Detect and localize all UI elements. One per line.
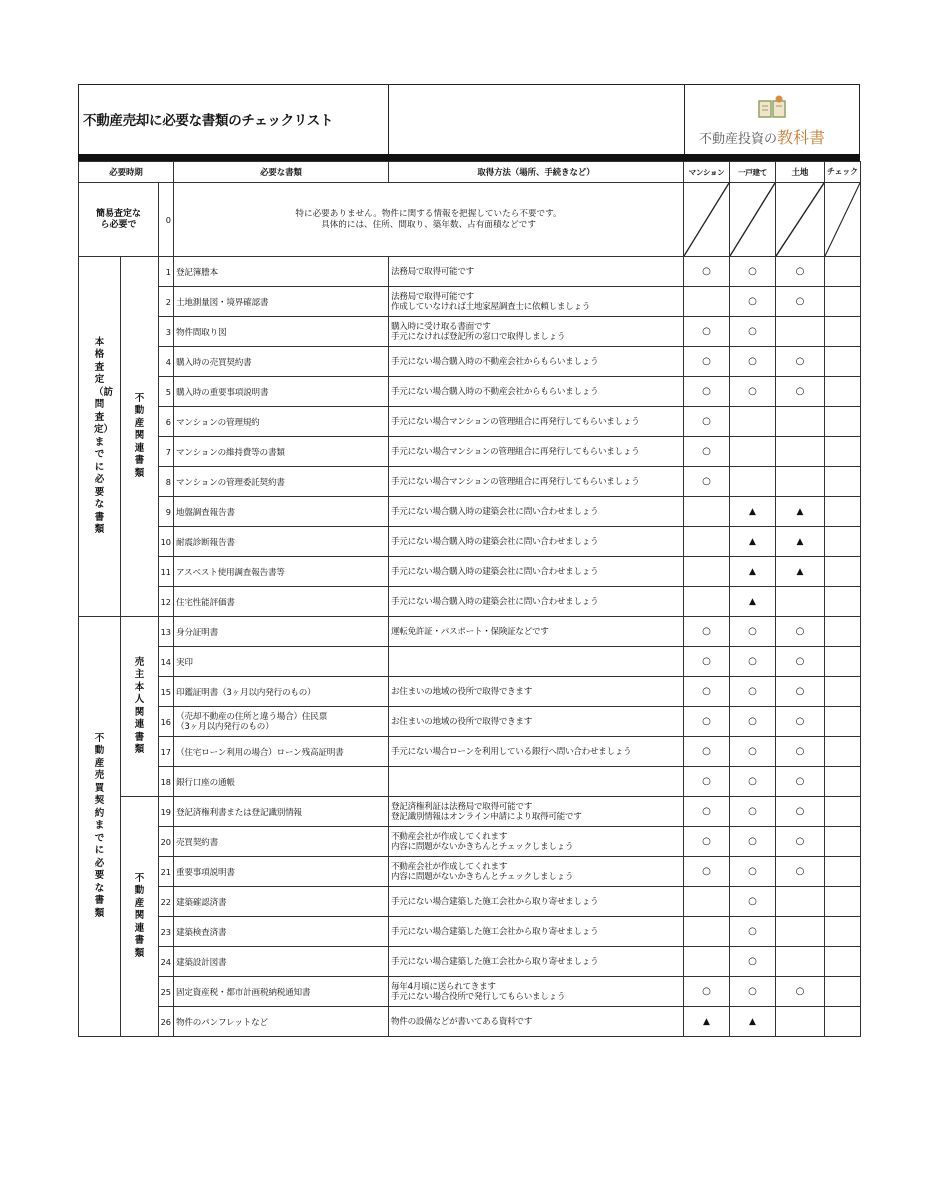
- mark-mansion: [684, 527, 730, 557]
- mark-land: ○: [776, 857, 825, 887]
- mark-land: [776, 887, 825, 917]
- check-box-cell[interactable]: [825, 737, 861, 767]
- intro-row: [79, 183, 861, 257]
- mark-land: ○: [776, 377, 825, 407]
- table-row: [79, 797, 861, 827]
- row-number: 3: [159, 317, 174, 347]
- mark-house: ▲: [730, 527, 776, 557]
- table-row: [79, 617, 861, 647]
- row-number: 14: [159, 647, 174, 677]
- document-name: 耐震診断報告書: [174, 527, 389, 557]
- row-number: 12: [159, 587, 174, 617]
- mark-mansion: ○: [684, 467, 730, 497]
- row-number: 20: [159, 827, 174, 857]
- table-row: [79, 857, 861, 887]
- row-number: 21: [159, 857, 174, 887]
- document-name: 実印: [174, 647, 389, 677]
- row-number: 15: [159, 677, 174, 707]
- mark-house: ○: [730, 377, 776, 407]
- mark-land: ○: [776, 737, 825, 767]
- mark-house: ▲: [730, 557, 776, 587]
- sheet-header: [78, 84, 860, 154]
- acquisition-method: お住まいの地域の役所で取得できます: [389, 707, 684, 737]
- acquisition-method: 手元にない場合ローンを利用している銀行へ問い合わせましょう: [389, 737, 684, 767]
- header-period: 必要時期: [79, 162, 174, 183]
- acquisition-method: [389, 647, 684, 677]
- header-doc: 必要な書類: [174, 162, 389, 183]
- table-row: [79, 1007, 861, 1037]
- group-label: 不動産売買契約までに必要な書類: [79, 617, 121, 1037]
- table-row: [79, 557, 861, 587]
- acquisition-method: 購入時に受け取る書面です 手元になければ登記所の窓口で取得しましょう: [389, 317, 684, 347]
- intro-number: 0: [159, 183, 174, 257]
- table-row: [79, 977, 861, 1007]
- header-mansion: マンション: [684, 162, 730, 183]
- mark-land: [776, 1007, 825, 1037]
- row-number: 22: [159, 887, 174, 917]
- intro-note: 特に必要ありません。物件に関する情報を把握していたら不要です。 具体的には、住所、間取り、築年数、占有面積などです: [174, 183, 684, 257]
- subgroup-label: 不動産関連書類: [121, 797, 159, 1037]
- document-name: 登記済権利書または登記識別情報: [174, 797, 389, 827]
- mark-mansion: ○: [684, 797, 730, 827]
- intro-na-check: [825, 183, 861, 257]
- mark-land: ○: [776, 257, 825, 287]
- check-box-cell[interactable]: [825, 797, 861, 827]
- document-name: マンションの管理委託契約書: [174, 467, 389, 497]
- check-box-cell[interactable]: [825, 917, 861, 947]
- mark-mansion: [684, 947, 730, 977]
- checklist-sheet: [78, 84, 860, 1037]
- check-box-cell[interactable]: [825, 707, 861, 737]
- check-box-cell[interactable]: [825, 677, 861, 707]
- mark-mansion: ○: [684, 617, 730, 647]
- acquisition-method: 手元にない場合マンションの管理組合に再発行してもらいましょう: [389, 437, 684, 467]
- row-number: 6: [159, 407, 174, 437]
- acquisition-method: 不動産会社が作成してくれます 内容に問題がないかきちんとチェックしましょう: [389, 827, 684, 857]
- mark-land: [776, 467, 825, 497]
- mark-mansion: [684, 917, 730, 947]
- acquisition-method: 手元にない場合建築した施工会社から取り寄せましょう: [389, 887, 684, 917]
- mark-house: ○: [730, 257, 776, 287]
- table-row: [79, 707, 861, 737]
- check-box-cell[interactable]: [825, 467, 861, 497]
- mark-mansion: ○: [684, 317, 730, 347]
- mark-land: [776, 947, 825, 977]
- document-name: 住宅性能評価書: [174, 587, 389, 617]
- mark-house: ▲: [730, 1007, 776, 1037]
- header-divider: [78, 154, 860, 161]
- table-row: [79, 347, 861, 377]
- header-land: 土地: [776, 162, 825, 183]
- mark-land: ○: [776, 347, 825, 377]
- mark-mansion: ○: [684, 827, 730, 857]
- column-header-row: [79, 162, 861, 183]
- mark-land: [776, 317, 825, 347]
- intro-na-mansion: [684, 183, 730, 257]
- checklist-table: [78, 161, 861, 1037]
- mark-land: [776, 917, 825, 947]
- table-row: [79, 887, 861, 917]
- check-box-cell[interactable]: [825, 857, 861, 887]
- row-number: 17: [159, 737, 174, 767]
- row-number: 23: [159, 917, 174, 947]
- logo-text-pre: 不動産投資の: [699, 132, 778, 147]
- mark-mansion: [684, 587, 730, 617]
- check-box-cell[interactable]: [825, 317, 861, 347]
- check-box-cell[interactable]: [825, 1007, 861, 1037]
- mark-land: ○: [776, 707, 825, 737]
- mark-house: [730, 467, 776, 497]
- document-name: 登記簿謄本: [174, 257, 389, 287]
- mark-land: ○: [776, 647, 825, 677]
- table-row: [79, 497, 861, 527]
- mark-house: ○: [730, 917, 776, 947]
- acquisition-method: 不動産会社が作成してくれます 内容に問題がないかきちんとチェックしましょう: [389, 857, 684, 887]
- document-name: 購入時の売買契約書: [174, 347, 389, 377]
- subgroup-label: 売主本人関連書類: [121, 617, 159, 797]
- check-box-cell[interactable]: [825, 947, 861, 977]
- mark-land: ○: [776, 797, 825, 827]
- mark-land: ▲: [776, 557, 825, 587]
- mark-mansion: ○: [684, 767, 730, 797]
- table-row: [79, 767, 861, 797]
- mark-house: ○: [730, 767, 776, 797]
- mark-land: ○: [776, 767, 825, 797]
- row-number: 2: [159, 287, 174, 317]
- row-number: 18: [159, 767, 174, 797]
- check-box-cell[interactable]: [825, 587, 861, 617]
- check-box-cell[interactable]: [825, 497, 861, 527]
- check-box-cell[interactable]: [825, 527, 861, 557]
- header-house: 一戸建て: [730, 162, 776, 183]
- mark-house: ○: [730, 857, 776, 887]
- mark-mansion: ○: [684, 677, 730, 707]
- mark-house: [730, 437, 776, 467]
- check-box-cell[interactable]: [825, 767, 861, 797]
- check-box-cell[interactable]: [825, 887, 861, 917]
- mark-mansion: ○: [684, 707, 730, 737]
- check-box-cell[interactable]: [825, 377, 861, 407]
- mark-land: ▲: [776, 497, 825, 527]
- mark-house: ○: [730, 347, 776, 377]
- mark-mansion: [684, 497, 730, 527]
- row-number: 16: [159, 707, 174, 737]
- row-number: 5: [159, 377, 174, 407]
- mark-house: ▲: [730, 497, 776, 527]
- document-name: アスベスト使用調査報告書等: [174, 557, 389, 587]
- mark-mansion: [684, 557, 730, 587]
- document-name: 地盤調査報告書: [174, 497, 389, 527]
- table-row: [79, 407, 861, 437]
- mark-house: ○: [730, 317, 776, 347]
- mark-mansion: ○: [684, 857, 730, 887]
- document-name: 建築確認済書: [174, 887, 389, 917]
- mark-house: ▲: [730, 587, 776, 617]
- document-name: マンションの管理規約: [174, 407, 389, 437]
- mark-land: ○: [776, 827, 825, 857]
- mark-mansion: ▲: [684, 1007, 730, 1037]
- check-box-cell[interactable]: [825, 647, 861, 677]
- mark-land: [776, 587, 825, 617]
- table-row: [79, 917, 861, 947]
- mark-house: ○: [730, 647, 776, 677]
- mark-mansion: ○: [684, 377, 730, 407]
- mark-mansion: [684, 287, 730, 317]
- table-row: [79, 647, 861, 677]
- check-box-cell[interactable]: [825, 557, 861, 587]
- acquisition-method: 手元にない場合購入時の不動産会社からもらいましょう: [389, 377, 684, 407]
- mark-mansion: ○: [684, 737, 730, 767]
- mark-house: ○: [730, 287, 776, 317]
- mark-house: ○: [730, 617, 776, 647]
- mark-land: ○: [776, 287, 825, 317]
- mark-mansion: [684, 887, 730, 917]
- document-name: 印鑑証明書（3ヶ月以内発行のもの）: [174, 677, 389, 707]
- mark-house: ○: [730, 827, 776, 857]
- table-row: [79, 287, 861, 317]
- acquisition-method: 物件の設備などが書いてある資料です: [389, 1007, 684, 1037]
- table-row: [79, 377, 861, 407]
- mark-land: [776, 407, 825, 437]
- table-row: [79, 317, 861, 347]
- site-logo: [685, 85, 861, 155]
- row-number: 4: [159, 347, 174, 377]
- table-row: [79, 587, 861, 617]
- intro-period: 簡易査定なら必要で: [79, 183, 159, 257]
- mark-house: ○: [730, 797, 776, 827]
- book-icon: [757, 94, 787, 120]
- document-name: 購入時の重要事項説明書: [174, 377, 389, 407]
- acquisition-method: 手元にない場合マンションの管理組合に再発行してもらいましょう: [389, 407, 684, 437]
- mark-mansion: ○: [684, 977, 730, 1007]
- acquisition-method: 手元にない場合建築した施工会社から取り寄せましょう: [389, 947, 684, 977]
- document-name: （売却不動産の住所と違う場合）住民票 （3ヶ月以内発行のもの）: [174, 707, 389, 737]
- document-name: 物件のパンフレットなど: [174, 1007, 389, 1037]
- header-check: チェック: [825, 162, 861, 183]
- table-row: [79, 467, 861, 497]
- row-number: 10: [159, 527, 174, 557]
- intro-na-house: [730, 183, 776, 257]
- table-row: [79, 737, 861, 767]
- acquisition-method: 登記済権利証は法務局で取得可能です 登記識別情報はオンライン申請により取得可能です: [389, 797, 684, 827]
- acquisition-method: 運転免許証・パスポート・保険証などです: [389, 617, 684, 647]
- mark-land: ○: [776, 977, 825, 1007]
- row-number: 19: [159, 797, 174, 827]
- check-box-cell[interactable]: [825, 977, 861, 1007]
- document-name: 物件間取り図: [174, 317, 389, 347]
- document-name: 土地測量図・境界確認書: [174, 287, 389, 317]
- table-row: [79, 437, 861, 467]
- acquisition-method: 手元にない場合建築した施工会社から取り寄せましょう: [389, 917, 684, 947]
- row-number: 13: [159, 617, 174, 647]
- table-row: [79, 257, 861, 287]
- mark-land: ○: [776, 617, 825, 647]
- page-title: 不動産売却に必要な書類のチェックリスト: [83, 113, 334, 129]
- acquisition-method: 手元にない場合購入時の建築会社に問い合わせましょう: [389, 527, 684, 557]
- mark-house: ○: [730, 737, 776, 767]
- row-number: 7: [159, 437, 174, 467]
- table-row: [79, 947, 861, 977]
- acquisition-method: 法務局で取得可能です: [389, 257, 684, 287]
- document-name: 売買契約書: [174, 827, 389, 857]
- row-number: 1: [159, 257, 174, 287]
- mark-mansion: ○: [684, 647, 730, 677]
- table-row: [79, 677, 861, 707]
- check-box-cell[interactable]: [825, 827, 861, 857]
- document-name: （住宅ローン利用の場合）ローン残高証明書: [174, 737, 389, 767]
- row-number: 26: [159, 1007, 174, 1037]
- mark-land: ▲: [776, 527, 825, 557]
- row-number: 9: [159, 497, 174, 527]
- check-box-cell[interactable]: [825, 257, 861, 287]
- acquisition-method: 毎年4月頃に送られてきます 手元にない場合役所で発行してもらいましょう: [389, 977, 684, 1007]
- acquisition-method: 法務局で取得可能です 作成していなければ土地家屋調査士に依頼しましょう: [389, 287, 684, 317]
- acquisition-method: 手元にない場合購入時の不動産会社からもらいましょう: [389, 347, 684, 377]
- mark-house: [730, 407, 776, 437]
- acquisition-method: 手元にない場合購入時の建築会社に問い合わせましょう: [389, 557, 684, 587]
- mark-house: ○: [730, 707, 776, 737]
- acquisition-method: 手元にない場合購入時の建築会社に問い合わせましょう: [389, 497, 684, 527]
- acquisition-method: [389, 767, 684, 797]
- mark-mansion: ○: [684, 347, 730, 377]
- document-name: マンションの維持費等の書類: [174, 437, 389, 467]
- check-box-cell[interactable]: [825, 347, 861, 377]
- check-box-cell[interactable]: [825, 407, 861, 437]
- document-name: 銀行口座の通帳: [174, 767, 389, 797]
- group-label: 本格査定（訪問査定）までに必要な書類: [79, 257, 121, 617]
- document-name: 固定資産税・都市計画税納税通知書: [174, 977, 389, 1007]
- mark-house: ○: [730, 977, 776, 1007]
- document-name: 建築設計図書: [174, 947, 389, 977]
- acquisition-method: 手元にない場合購入時の建築会社に問い合わせましょう: [389, 587, 684, 617]
- mark-house: ○: [730, 677, 776, 707]
- check-box-cell[interactable]: [825, 287, 861, 317]
- document-name: 重要事項説明書: [174, 857, 389, 887]
- logo-text-accent: 教科書: [777, 128, 826, 147]
- table-row: [79, 527, 861, 557]
- acquisition-method: 手元にない場合マンションの管理組合に再発行してもらいましょう: [389, 467, 684, 497]
- acquisition-method: お住まいの地域の役所で取得できます: [389, 677, 684, 707]
- intro-na-land: [776, 183, 825, 257]
- document-name: 身分証明書: [174, 617, 389, 647]
- check-box-cell[interactable]: [825, 617, 861, 647]
- document-name: 建築検査済書: [174, 917, 389, 947]
- check-box-cell[interactable]: [825, 437, 861, 467]
- row-number: 8: [159, 467, 174, 497]
- header-method: 取得方法（場所、手続きなど）: [389, 162, 684, 183]
- mark-land: ○: [776, 677, 825, 707]
- table-row: [79, 827, 861, 857]
- mark-house: ○: [730, 947, 776, 977]
- mark-mansion: ○: [684, 257, 730, 287]
- mark-house: ○: [730, 887, 776, 917]
- mark-mansion: ○: [684, 437, 730, 467]
- mark-land: [776, 437, 825, 467]
- mark-mansion: ○: [684, 407, 730, 437]
- row-number: 11: [159, 557, 174, 587]
- row-number: 24: [159, 947, 174, 977]
- row-number: 25: [159, 977, 174, 1007]
- subgroup-label: 不動産関連書類: [121, 257, 159, 617]
